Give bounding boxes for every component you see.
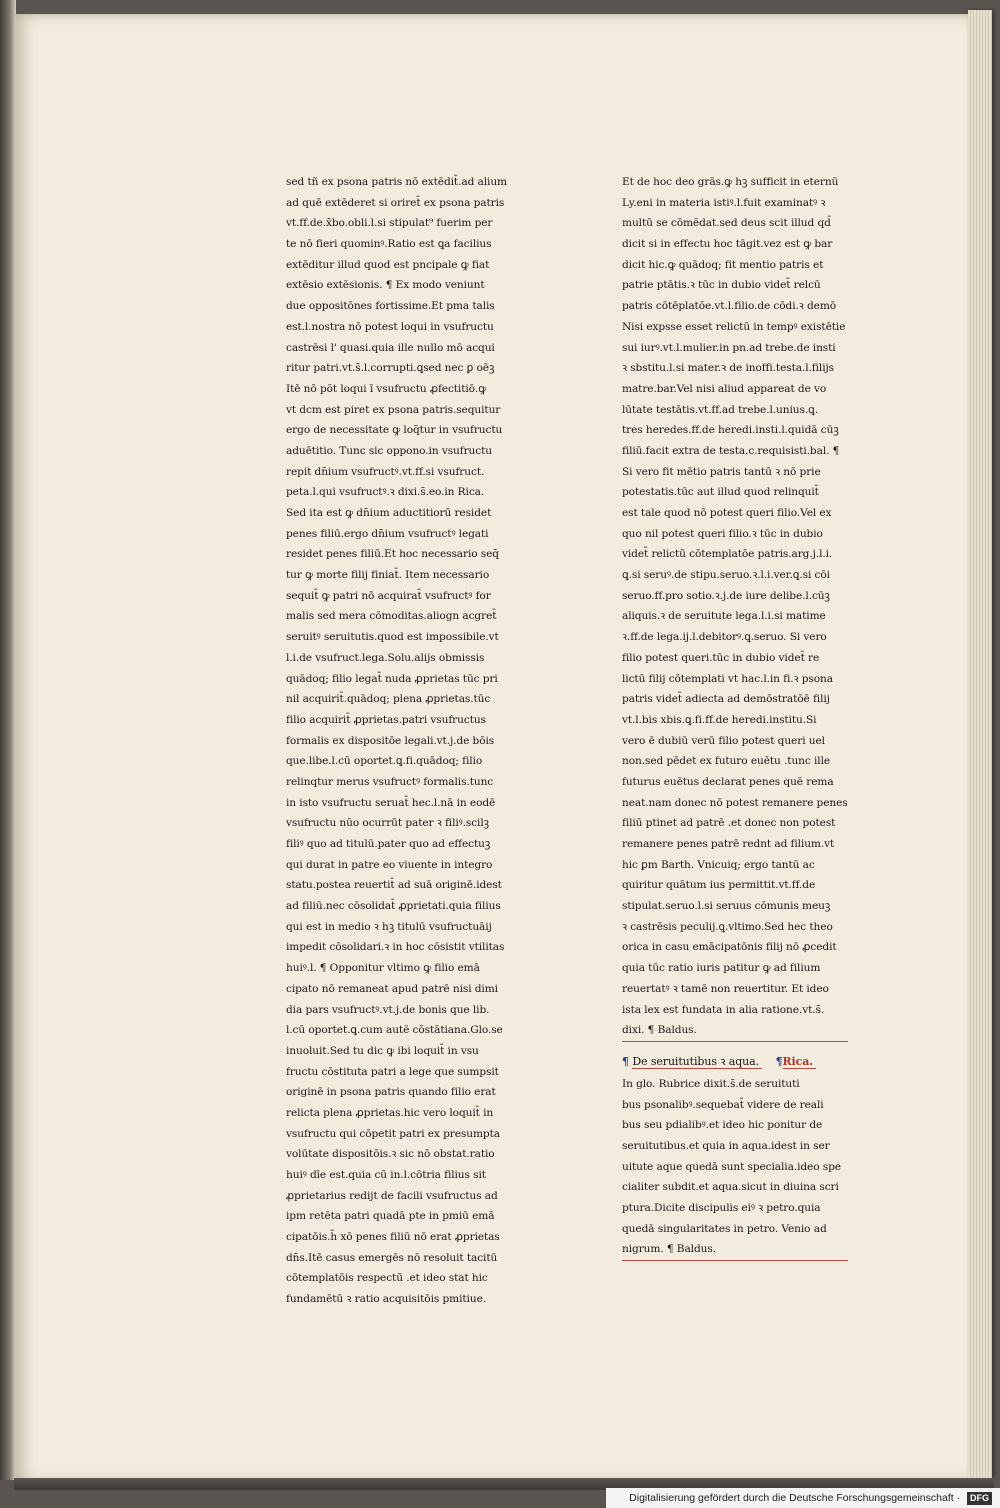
text-line: l.cū oportet.ꝗ.cum autē cōstātiana.Glo.se <box>286 1024 503 1037</box>
text-line: extēsio extēsionis. ¶ Ex modo veniunt <box>286 279 485 292</box>
text-line: ad quē extēderet si oriret̄ ex psona patris <box>286 196 505 209</box>
text-line: est.l.nostra nō potest loqui in vsufructu <box>286 320 494 333</box>
text-line: aliquis.ꝛ de seruitute lega.l.i.si matime <box>622 610 826 623</box>
text-line: non.sed pēdet ex futuro euētu .tunc ille <box>622 755 831 768</box>
text-line: dixi. ¶ Baldus. <box>622 1020 848 1042</box>
text-line: Ly.eni in materia istiꝰ.l.fuit examinatꝰ ꝛ <box>622 196 826 209</box>
text-line: fundamētū ꝛ ratio acquisitōis pmitiue. <box>286 1293 486 1306</box>
text-line: seruitꝰ seruitutis.quod est impossibile.vt <box>286 631 499 644</box>
text-line: cōtemplatōis respectū .et ideo stat hic <box>286 1272 488 1285</box>
right-text-block-commentary <box>622 172 848 1042</box>
text-line: dicit hic.ꝙ quādoq; fit mentio patris et <box>622 258 824 271</box>
text-line: vt.l.bis xbis.ꝗ.fi.ff.de heredi.institu.Si <box>622 713 817 726</box>
text-line: Sed ita est ꝙ dn̄ium aductitiorū residet <box>286 507 492 519</box>
digitization-footer <box>606 1488 1000 1508</box>
text-line: sui iurꝰ.vt.l.mulier.in pn.ad trebe.de insti <box>622 341 836 354</box>
text-line: remanere penes patrē rednt ad filium.vt <box>622 838 835 850</box>
text-line: dia pars vsufructꝰ.vt.j.de bonis que lib. <box>286 1003 490 1016</box>
text-line: quo nil potest queri filio.ꝛ tūc in dubio <box>622 527 823 540</box>
text-line: reuertatꝰ ꝛ tamē non reuertitur. Et ideo <box>622 982 829 995</box>
text-line: potestatis.tūc aut illud quod relinquit̄ <box>622 486 819 499</box>
text-line: cipato nō remaneat apud patrē nisi dimi <box>286 982 498 995</box>
text-line: bus seu pdialibꝰ.et ideo hic ponitur de <box>622 1119 823 1132</box>
text-line: In glo. Rubrice dixit.s̄.de seruituti <box>622 1077 800 1090</box>
text-line: relinqtur merus vsufructꝰ formalis.tunc <box>286 775 494 788</box>
text-line: ꝗ.si seruꝰ.de stipu.seruo.ꝛ.l.i.ver.ꝗ.si cōi <box>622 569 830 582</box>
text-line: sequit̄ ꝙ patri nō acquirat̄ vsufructꝰ for <box>286 589 491 602</box>
text-line: matre.bar.Vel nisi aliud appareat de vo <box>622 382 827 395</box>
text-line: vt.ff.de.x̄bo.obli.l.si stipulat⁹ fuerim per <box>286 217 493 230</box>
text-line: ptura.Dicite discipulis eiꝰ ꝛ petro.quia <box>622 1202 821 1214</box>
text-line: te nō fieri quominꝰ.Ratio est ꝗa facilius <box>286 238 492 251</box>
text-line: seruo.ff.pro sotio.ꝛ.j.de iure delibe.l.cūꝫ <box>622 589 830 602</box>
text-line: que.libe.l.cū oportet.ꝗ.fi.quādoq; filio <box>286 755 483 768</box>
text-line: hic ꝑm Barth. Vnicuiq; ergo tantū ac <box>622 858 815 871</box>
text-line: quedā singularitates in petro. Venio ad <box>622 1222 827 1235</box>
text-line: orica in casu emācipatōnis filij nō ꝓcedit <box>622 941 837 954</box>
text-line: l.i.de vsufruct.lega.Solu.alijs obmissis <box>286 651 485 664</box>
text-line: stipulat.seruo.l.si seruus cōmunis meuꝫ <box>622 900 831 913</box>
rubric-label: Rica. <box>783 1055 816 1069</box>
text-line: multū se cōmēdat.sed deus scit illud qd̄ <box>622 217 831 230</box>
text-line: patris cōtēplatōe.vt.l.filio.de cōdi.ꝛ demō <box>622 300 837 313</box>
text-line: Et de hoc deo grās.ꝙ hꝫ sufficit in eternū <box>622 176 839 188</box>
text-line: neat.nam donec nō potest remanere penes <box>622 796 848 809</box>
text-line: malis sed mera cōmoditas.aliogn acgret̄ <box>286 610 497 623</box>
text-line: huiꝰ.l. ¶ Opponitur vltimo ꝙ filio emā <box>286 962 480 975</box>
text-line: originē in psona patris quando filio erat <box>286 1086 496 1099</box>
text-line: volūtate dispositōis.ꝛ sic nō obstat.ratio <box>286 1148 495 1161</box>
text-line: lūtate testātis.vt.ff.ad trebe.l.unius.ꝗ. <box>622 403 818 416</box>
text-line: nigrum. ¶ Baldus. <box>622 1239 848 1261</box>
text-line: qui durat in patre eo viuente in integro <box>286 858 493 871</box>
text-line: dicit si in effectu hoc tāgit.vez est ꝙ bar <box>622 238 833 251</box>
text-line: inuoluit.Sed tu dic ꝙ ibi loquit̄ in vsu <box>286 1044 479 1057</box>
text-line: quiritur quātum ius permittit.vt.ff.de <box>622 879 816 892</box>
text-line: ꝛ sbstitu.l.si mater.ꝛ de inoffi.testa.l.filijs <box>622 362 834 375</box>
text-line: patrie ptātis.ꝛ tūc in dubio videt̄ relcū <box>622 279 821 292</box>
text-line: sed tñ ex psona patris nō extēdit̄.ad alium <box>286 176 507 188</box>
text-line: filio acquirit̄ ꝓprietas.patri vsufructus <box>286 713 486 726</box>
text-line: cialiter subdit.et aqua.sicut in diuina scri <box>622 1181 839 1194</box>
text-line: bus psonalibꝰ.sequebat̄ videre de reali <box>622 1098 824 1111</box>
text-line: seruitutibus.et quia in aqua.idest in ser <box>622 1139 830 1152</box>
text-line: castrēsi l' quasi.quia ille nullo mō acqui <box>286 341 495 354</box>
text-line: ipm retēta patri quadā pte in pmiū emā <box>286 1210 495 1223</box>
text-line: formalis ex dispositōe legali.vt.j.de bōis <box>286 734 495 747</box>
text-line: tres heredes.ff.de heredi.insti.l.quidā cūꝫ <box>622 424 839 437</box>
right-text-column <box>622 172 848 1261</box>
text-line: repit dn̄ium vsufructꝰ.vt.ff.si vsufruct. <box>286 465 485 478</box>
pilcrow-icon: ¶ <box>622 1054 629 1068</box>
text-line: filiū ptinet ad patrē .et donec non potest <box>622 817 836 830</box>
text-line: uitute aque quedā sunt specialia.ideo spe <box>622 1160 841 1173</box>
text-line: extēditur illud quod est pncipale ꝙ fiat <box>286 258 490 271</box>
text-line: penes filiū.ergo dn̄ium vsufructꝰ legati <box>286 527 489 540</box>
text-line: Nisi expsse esset relictū in tempꝰ existētie <box>622 320 846 333</box>
text-line: vt dcm est piret ex psona patris.sequitur <box>286 403 501 416</box>
text-line: videt̄ relictū cōtemplatōe patris.arg.j.l.i. <box>622 548 833 561</box>
text-line: fructu cōstituta patri a lege que sumpsit <box>286 1065 499 1078</box>
text-line: ista lex est fundata in alia ratione.vt.s̄. <box>622 1003 825 1016</box>
text-line: ꝓprietarius redijt de facili vsufructus ad <box>286 1189 498 1202</box>
text-line: Itē nō pōt loqui ī vsufructu ꝓfectitiō.ꝙ <box>286 382 487 395</box>
right-text-block-gloss <box>622 1074 848 1261</box>
text-line: vsufructu nūo ocurrūt pater ꝛ filiꝰ.scilꝫ <box>286 817 489 830</box>
section-title: De seruitutibus ꝛ aqua. <box>632 1055 762 1069</box>
text-line: residet penes filiū.Et hoc necessario seq̄ <box>286 548 499 561</box>
footer-text: Digitalisierung gefördert durch die Deutsche Forschungsgemeinschaft · <box>629 1492 961 1504</box>
text-line: lictū filij cōtemplati vt hac.l.in fi.ꝛ psona <box>622 672 833 685</box>
text-line: futurus euētus declarat penes quē rema <box>622 775 834 788</box>
text-line: Si vero fit mētio patris tantū ꝛ nō prie <box>622 465 821 478</box>
text-line: vero ē dubiū verū filio potest queri uel <box>622 734 825 747</box>
text-line: dn̄s.Itē casus emergēs nō resoluit tacitū <box>286 1251 498 1264</box>
text-line: huiꝰ dīe est.quia cū in.l.cōtria filius sit <box>286 1169 486 1181</box>
text-line: vsufructu qui cōpetit patri ex presumpta <box>286 1127 500 1140</box>
text-line: ꝛ castrēsis peculij.ꝗ.vltimo.Sed hec theo <box>622 920 833 933</box>
text-line: in isto vsufructu seruat̄ hec.l.nā in eodē <box>286 796 496 809</box>
text-line: relicta plena ꝓprietas.hic vero loquit̄ in <box>286 1106 494 1119</box>
text-line: qui est in medio ꝛ hꝫ titulū vsufructuāij <box>286 920 492 933</box>
pilcrow-icon: ¶ <box>775 1054 783 1068</box>
text-line: ritur patri.vt.s̄.l.corrupti.ꝗsed nec ꝑ oēꝫ <box>286 362 495 375</box>
text-line: est tale quod nō potest queri filio.Vel ex <box>622 507 832 519</box>
text-line: patris videt̄ adiecta ad demōstratōē filij <box>622 693 830 706</box>
text-line: due oppositōnes fortissime.Et pma talis <box>286 300 495 313</box>
text-line: quia tūc ratio iuris patitur ꝙ ad filium <box>622 962 821 975</box>
text-line: filiū.facit extra de testa.c.requisisti.bal. ¶ <box>622 444 840 457</box>
text-line: ꝛ.ff.de lega.ij.l.debitorꝰ.ꝗ.seruo. Si vero <box>622 631 827 644</box>
left-text-column <box>286 172 518 1310</box>
text-line: ergo de necessitate ꝙ loq̄tur in vsufructu <box>286 424 503 437</box>
text-line: ad filiū.nec cōsolidat̄ ꝓprietati.quia filius <box>286 900 501 913</box>
text-line: tur ꝙ morte filij finiat̄. Item necessario <box>286 569 490 582</box>
text-line: nil acquirit̄.quādoq; plena ꝓprietas.tūc <box>286 693 491 706</box>
dfg-logo: DFG <box>967 1492 992 1505</box>
text-line: statu.postea reuertit̄ ad suā originē.idest <box>286 879 502 892</box>
section-heading <box>622 1050 848 1074</box>
text-line: cipatōis.h̄ xō penes filiū nō erat ꝓprietas <box>286 1231 500 1244</box>
text-line: quādoq; filio legat̄ nuda ꝓprietas tūc pri <box>286 672 498 685</box>
text-line: impedit cōsolidari.ꝛ in hoc cōsistit vtilitas <box>286 941 505 954</box>
page-edges <box>968 10 992 1478</box>
text-line: aduētitio. Tunc sic oppono.in vsufructu <box>286 444 492 457</box>
text-line: filiꝰ quo ad titulū.pater quo ad effectuꝫ <box>286 838 491 850</box>
text-line: peta.l.qui vsufructꝰ.ꝛ dixi.s̄.eo.in Rica. <box>286 486 485 499</box>
text-line: filio potest queri.tūc in dubio videt̄ re <box>622 651 820 664</box>
